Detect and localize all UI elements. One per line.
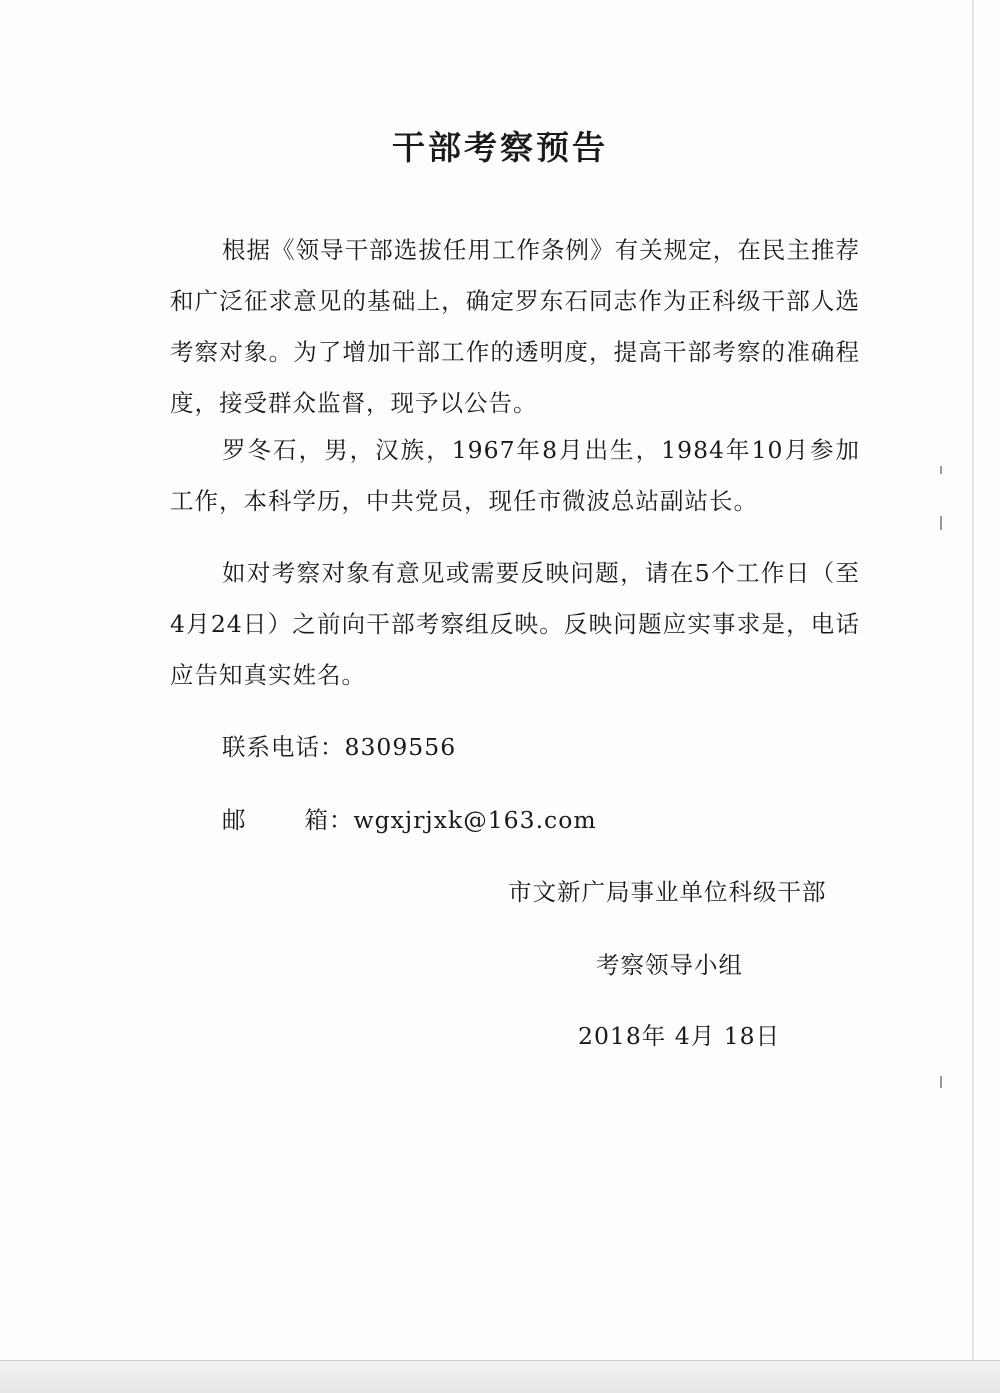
paragraph-candidate: 罗冬石，男，汉族，1967年8月出生，1984年10月参加工作，本科学历，中共党员，现任市微波总站副站长。 (170, 436, 860, 515)
phone-label: 联系电话： (222, 733, 345, 761)
email-label-second: 箱： (304, 806, 354, 834)
document-title: 干部考察预告 (392, 128, 608, 167)
paragraph-feedback: 如对考察对象有意见或需要反映问题，请在5个工作日（至4月24日）之前向干部考察组反映。反映问题应实事求是，电话应告知真实姓名。 (170, 559, 860, 689)
contact-email (222, 800, 597, 840)
scan-speck (940, 1076, 942, 1088)
scan-speck (940, 516, 942, 530)
phone-value: 8309556 (344, 733, 457, 761)
paragraph-intro: 根据《领导干部选拔任用工作条例》有关规定，在民主推荐和广泛征求意见的基础上，确定罗东石同志作为正科级干部人选考察对象。为了增加干部工作的透明度，提高干部考察的准确程度，接受群众监督，现予以公告。 (170, 236, 860, 417)
signature-org-line-2: 考察领导小组 (596, 951, 743, 979)
scan-edge-right (972, 0, 974, 1360)
scan-speck (940, 466, 942, 474)
contact-phone (222, 727, 456, 767)
email-label-first: 邮 (222, 806, 247, 834)
signature-date: 2018年 4月 18日 (578, 1022, 781, 1050)
email-value: wgxjrjxk@163.com (353, 806, 597, 834)
scan-edge-bottom (0, 1360, 1000, 1393)
signature-org-line-1: 市文新广局事业单位科级干部 (508, 878, 827, 906)
